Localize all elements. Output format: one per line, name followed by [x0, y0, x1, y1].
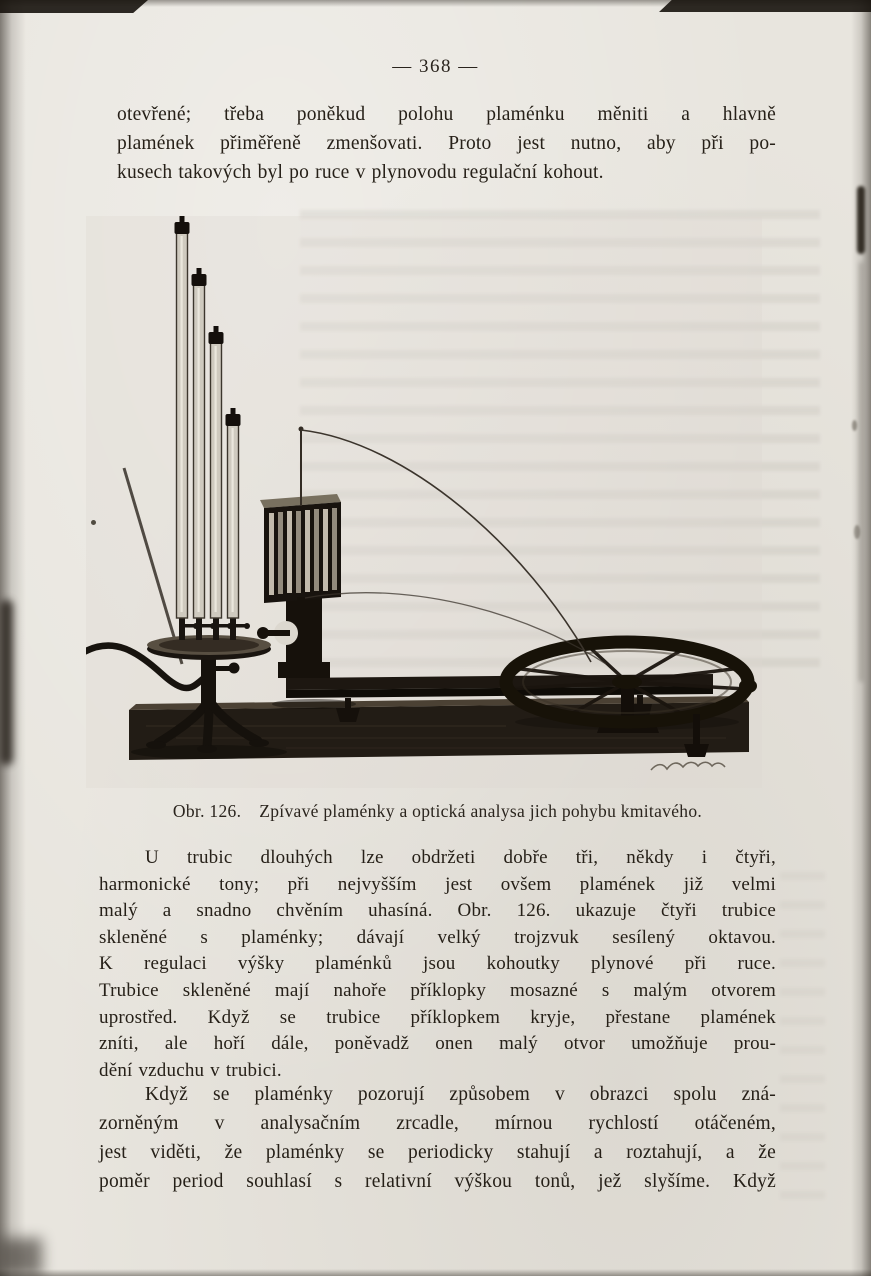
- text-line: K regulaci výšky plaménků jsou kohoutky plynové při ruce.: [99, 953, 776, 975]
- text-line: jest viděti, že plaménky se periodicky stahují a roztahují, a že: [99, 1142, 776, 1163]
- figure-caption-label: Obr. 126.: [172, 801, 242, 821]
- text-line: malý a snadno chvěním uhasíná. Obr. 126. ukazuje čtyři trubice: [99, 900, 776, 922]
- text-line: skleněné s plaménky; dávají velký trojzvuk sesílený oktavou.: [99, 926, 776, 948]
- scan-blot-bottom-left: [0, 1238, 42, 1276]
- text-line: U trubic dlouhých lze obdržeti dobře tři, někdy i čtyři,: [145, 847, 776, 868]
- scan-shadow-right: [851, 0, 871, 1276]
- burner-table-disc: [147, 635, 271, 660]
- scan-dash-right-edge: [857, 186, 865, 254]
- apparatus-photo-svg: [86, 216, 762, 788]
- text-line: poměr period souhlasí s relativní výškou tonů, jež slyšíme. Když: [99, 1171, 776, 1192]
- figure-caption: [99, 801, 776, 822]
- scan-shadow-bottom: [0, 1269, 871, 1276]
- figure-illustration: [86, 216, 762, 788]
- text-line: Když se plaménky pozorují způsobem v obrazci spolu zná-: [145, 1084, 776, 1105]
- scan-dark-corner-top-left: [0, 0, 148, 13]
- scan-streak-right-edge: [859, 262, 863, 682]
- text-line: otevřené; třeba poněkud polohu plaménku měniti a hlavně: [117, 104, 776, 125]
- text-line: uprostřed. Když se trubice příklopkem kryje, přestane plamének: [99, 1006, 776, 1028]
- paragraph-intro: [117, 100, 776, 187]
- ink-speck: [852, 420, 857, 431]
- bleedthrough-margin-marks: [780, 860, 825, 1200]
- ink-speck: [91, 520, 96, 525]
- text-line: harmonické tony; při nejvyšším jest ovšem plamének již velmi: [99, 873, 776, 895]
- text-line: plamének přiměřeně zmenšovati. Proto jest nutno, aby při po-: [117, 133, 776, 154]
- scan-shadow-top: [0, 0, 871, 7]
- figure-caption-text: Zpívavé plaménky a optická analysa jich pohybu kmitavého.: [259, 801, 703, 821]
- text-line: Trubice skleněné mají nahoře příklopky mosazné s malým otvorem: [99, 979, 776, 1001]
- scan-shadow-left: [0, 0, 26, 1276]
- paragraph-body-2: [99, 1080, 776, 1196]
- scan-dark-corner-top-right: [659, 0, 871, 12]
- scan-blot-left-edge: [0, 600, 13, 765]
- ink-speck: [854, 525, 860, 539]
- page-number: — 368 —: [392, 56, 479, 77]
- paragraph-body-1: [99, 845, 776, 1084]
- text-line: zorněným v analysačním zrcadle, mírnou rychlostí otáčeném,: [99, 1113, 776, 1134]
- text-line: zníti, ale hoří dále, poněvadž onen malý otvor umožňuje prou-: [99, 1033, 776, 1055]
- text-line: dění vzduchu v trubici.: [99, 1059, 282, 1081]
- text-line: kusech takových byl po ruce v plynovodu regulační kohout.: [117, 162, 604, 183]
